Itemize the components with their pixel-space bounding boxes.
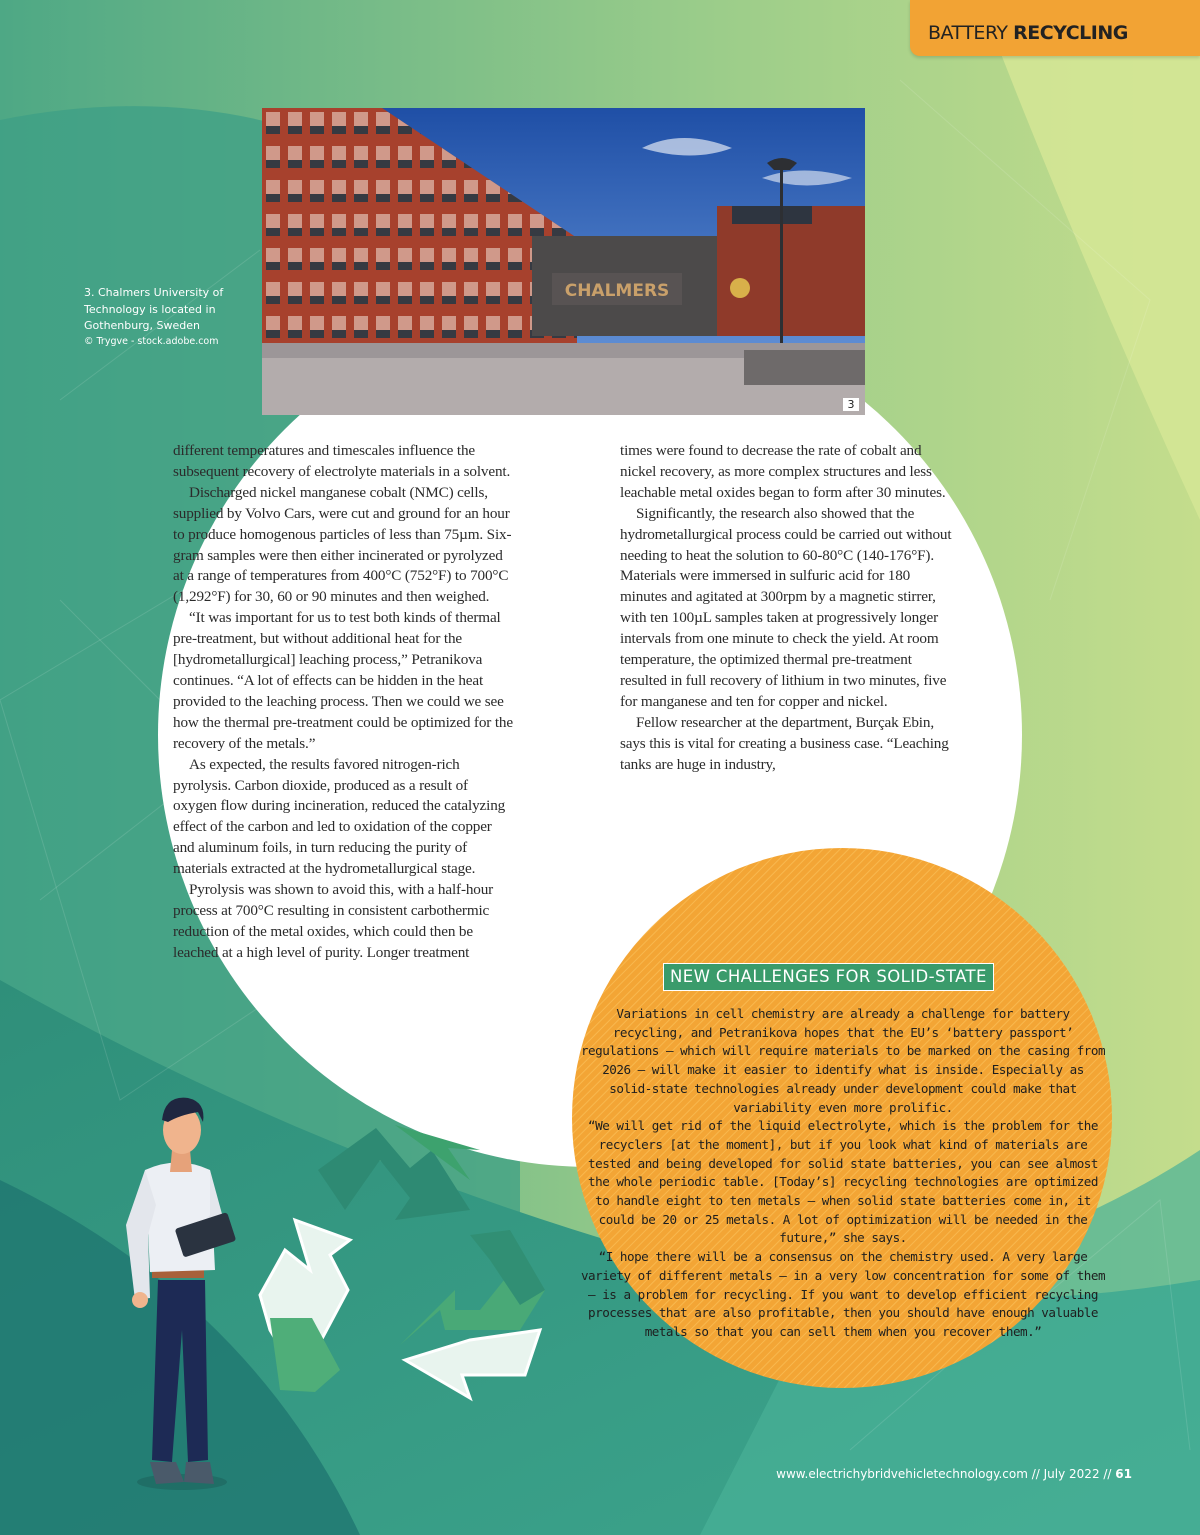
paragraph: Discharged nickel manganese cobalt (NMC) cells, supplied by Volvo Cars, were cut and ground for an hour to produce homogenous particles of less than 75µm. Six-gram samples were then either incinerated or pyrolyzed at a range of temperatures from 400°C (752°F) to 700°C (1,292°F) for 30, 60 or 90 minutes and then weighed. [173,483,512,606]
section-title-light: BATTERY [928,22,1008,44]
building-sign: CHALMERS [564,281,670,301]
paragraph: Pyrolysis was shown to avoid this, with a half-hour process at 700°C resulting in consistent carbothermic reduction of the metal oxides, which could then be leached at a high level of purity. Longer treatment [173,881,494,961]
sidebar-paragraph: Variations in cell chemistry are already a challenge for battery recycling, and Petranikova hopes that the EU’s ‘battery passport’ regulations – which will require materials to be marked on the casing from 2026 – will make it easier to identify what is inside. Especially as solid-state technologies already under development could make that variability even more prolific. [580,1006,1106,1115]
sidebar-paragraph: “I hope there will be a consensus on the chemistry used. A very large variety of different metals – in a very low concentration for some of them – is a problem for recycling. If you want to develop efficient recycling processes that are also profitable, then you should have enough valuable metals so that you can sell them when you recover them.” [580,1249,1106,1339]
figure-photo [262,108,865,415]
paragraph: different temperatures and timescales influence the subsequent recovery of electrolyte materials in a solvent. [173,442,511,480]
article-column-left [173,441,513,964]
sidebar-heading: NEW CHALLENGES FOR SOLID-STATE [663,963,994,991]
page-footer: www.electrichybridvehicletechnology.com // July 2022 // 61 [776,1467,1132,1481]
paragraph: Significantly, the research also showed that the hydrometallurgical process could be carried out without needing to heat the solution to 60-80°C (140-176°F). Materials were immersed in sulfuric acid for 180 minutes and agitated at 300rpm by a magnetic stirrer, with ten 100µL samples taken at progressively longer intervals from one minute to check the yield. At room temperature, the optimized thermal pre-treatment resulted in full recovery of lithium in two minutes, five for manganese and ten for copper and nickel. [620,504,952,710]
chalmers-building-image [262,108,865,415]
page-number: 61 [1115,1467,1132,1481]
section-tab [910,0,1200,56]
footer-issue: July 2022 [1043,1467,1100,1481]
figure-caption: 3. Chalmers University of Technology is located in Gothenburg, Sweden [84,286,224,332]
paragraph: Fellow researcher at the department, Burçak Ebin, says this is vital for creating a business case. “Leaching tanks are huge in industry, [620,713,949,773]
footer-url[interactable]: www.electrichybridvehicletechnology.com [776,1467,1028,1481]
sidebar-body [578,1005,1108,1342]
paragraph: As expected, the results favored nitrogen-rich pyrolysis. Carbon dioxide, produced as a result of oxygen flow during incineration, reduced the catalyzing effect of the carbon and led to oxidation of the copper and aluminum foils, in turn reducing the purity of materials extracted at the hydrometallurgical stage. [173,755,506,878]
section-title [928,22,1128,44]
figure-credit: © Trygve - stock.adobe.com [84,336,219,347]
figure-number: 3 [843,398,859,411]
article-column-right [620,441,960,776]
sidebar-paragraph: “We will get rid of the liquid electrolyte, which is the problem for the recyclers [at the moment], but if you look what kind of materials are tested and being developed for solid state batteries, you can see almost the whole periodic table. [Today’s] recycling technologies are optimized to handle eight to ten metals – when solid state batteries come in, it could be 20 or 25 metals. A lot of optimization will be needed in the future,” she says. [588,1118,1098,1246]
section-title-bold: RECYCLING [1013,22,1128,44]
paragraph: times were found to decrease the rate of cobalt and nickel recovery, as more complex structures and less leachable metal oxides began to form after 30 minutes. [620,442,946,501]
paragraph: “It was important for us to test both kinds of thermal pre-treatment, but without additional heat for the [hydrometallurgical] leaching process,” Petranikova continues. “A lot of effects can be hidden in the heat provided to the leaching process. Then we could we see how the thermal pre-treatment could be optimized for the recovery of the metals.” [173,609,513,752]
